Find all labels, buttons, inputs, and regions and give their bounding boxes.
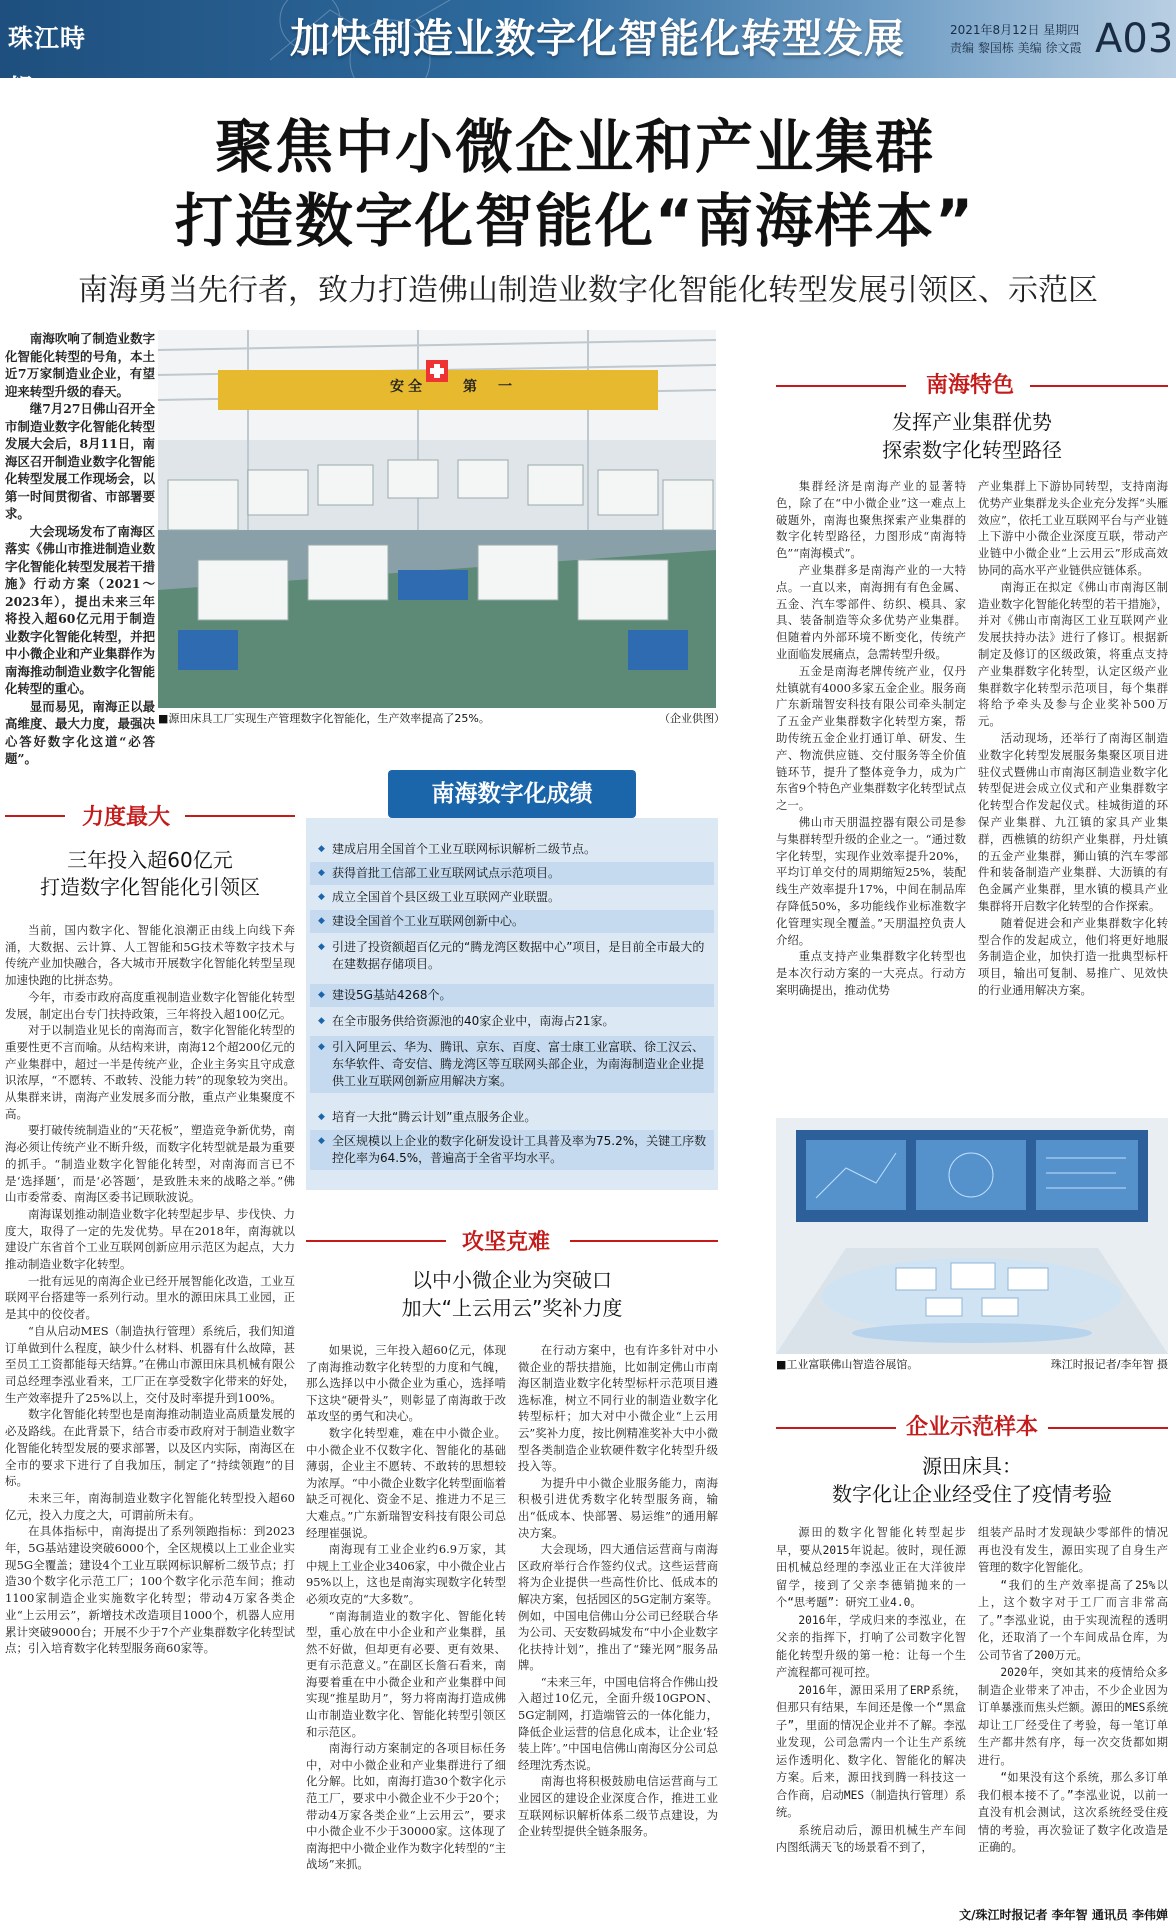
article-paragraph: 重点支持产业集群数字化转型也是本次行动方案的一大亮点。行动方案明确提出，推动优势 xyxy=(776,949,966,997)
section-tag-qiye: 企业示范样本 xyxy=(906,1414,1039,1440)
headline-subtitle: 南海勇当先行者，致力打造佛山制造业数字化智能化转型发展引领区、示范区 xyxy=(78,273,1098,308)
article-paragraph: 南海也将积极鼓励电信运营商与工业园区的建设企业深度合作，推进工业互联网标识解析体系二级节点建设，为企业转型提供全链条服务。 xyxy=(518,1774,718,1839)
lidu-body xyxy=(5,922,295,1657)
newspaper-logo: 珠江時報 xyxy=(8,24,87,103)
lead-paragraph: 南海吹响了制造业数字化智能化转型的号角，本土近7万家制造业企业，有望迎来转型升级的春天。 xyxy=(5,331,155,399)
article-paragraph: “自从启动MES（制造执行管理）系统后，我们知道订单做到什么程度，缺少什么材料、机器有什么故障，甚至员工工资都能每天结算。”在佛山市源田床具机械有限公司总经理李泓业看来，工厂正在享受数字化带来的好处，生产效率提升了25%以上，交付及时率提升到100%。 xyxy=(5,1323,295,1405)
article-paragraph: 在行动方案中，也有许多针对中小微企业的帮扶措施，比如制定佛山市南海区制造业数字化转型标杆示范项目遴选标准，树立不同行业的制造业数字化转型标杆；加大对中小微企业“上云用云”奖补力度，按比例精准奖补大中小微型各类制造企业软硬件数字化转型升级投入等。 xyxy=(518,1343,718,1474)
achievement-item: ◆ 引入阿里云、华为、腾讯、京东、百度、富士康工业富联、徐工汉云、东华软件、奇安信、腾龙湾区等互联网头部企业，为南海制造业企业提供工业互联网创新应用解决方案。 xyxy=(310,1036,714,1093)
lead-paragraphs xyxy=(5,330,155,768)
achievement-item: ◆ 全区规模以上企业的数字化研发设计工具普及率为75.2%，关键工序数控化率为64.5%，普遍高于全省平均水平。 xyxy=(310,1130,714,1170)
section-title: 打造数字化智能化引领区 xyxy=(40,875,260,899)
lead-paragraph: 显而易见，南海正以最高维度、最大力度，最强决心答好数字化这道“必答题”。 xyxy=(5,698,155,766)
gongjian-body-col1 xyxy=(306,1342,506,1873)
article-paragraph: 今年，市委市政府高度重视制造业数字化智能化转型发展，制定出台专门扶持政策，三年将投入超100亿元。 xyxy=(5,989,295,1021)
achievement-item: ◆ 建设全国首个工业互联网创新中心。 xyxy=(310,910,714,933)
qiye-body-col1 xyxy=(776,1524,966,1857)
article-paragraph: 未来三年，南海制造业数字化智能化转型投入超60亿元，投入力度之大，可谓前所未有。 xyxy=(5,1490,295,1522)
section-title: 源田床具： xyxy=(922,1454,1022,1478)
issue-date: 2021年8月12日 星期四 xyxy=(950,23,1080,37)
article-paragraph: “如果没有这个系统，那么多订单我们根本接不了。”李泓业说，以前一直没有机会测试，这次系统经受住疫情的考验，再次验证了数字化改造是正确的。 xyxy=(978,1771,1168,1854)
article-paragraph: 对于以制造业见长的南海而言，数字化智能化转型的重要性更不言而喻。从结构来讲，南海12个超200亿元的产业集群中，超过一半是传统产业，企业主务实且守成意识浓厚，“不愿转、不敢转、没能力转”的现象较为突出。从集群来讲，南海产业发展多而分散，重点产业集聚度不高。 xyxy=(5,1023,295,1121)
headline-line-1: 聚焦中小微企业和产业集群 xyxy=(214,113,935,181)
exhibition-illustration xyxy=(776,1118,1168,1354)
section-rule xyxy=(1030,385,1168,387)
photo-credit: （企业供图） xyxy=(659,712,725,725)
section-rule xyxy=(306,1240,446,1242)
page-banner-title: 加快制造业数字化智能化转型发展 xyxy=(290,16,905,62)
page-number: A03 xyxy=(1095,16,1174,62)
safety-sign-char: 第 xyxy=(463,379,477,395)
article-paragraph: 产业集群上下游协同转型，支持南海优势产业集群龙头企业充分发挥“头雁效应”，依托工业互联网平台与产业链上下游中小微企业深度互联，带动产业链中小微企业“上云用云”形成高效协同的高水平产业链供应链体系。 xyxy=(978,479,1168,577)
article-paragraph: 数字化智能化转型也是南海推动制造业高质量发展的必及路线。在此背景下，结合市委市政府对于制造业数字化智能化转型发展的要求部署，以及区内实际，南海区在全市的要求下进行了自我加压，制定了“持续领跑”的目标。 xyxy=(5,1407,295,1489)
section-rule xyxy=(776,385,906,387)
section-title: 发挥产业集群优势 xyxy=(892,410,1052,434)
article-paragraph: “我们的生产效率提高了25%以上，这个数字对于工厂而言非常高了。”李泓业说，由于实现流程的透明化，还取消了一个车间成品仓库，为公司节省了200万元。 xyxy=(978,1578,1168,1662)
byline: 文/珠江时报记者 李年智 通讯员 李伟婵 xyxy=(959,1908,1168,1922)
article-paragraph: 系统启动后，源田机械生产车间内图纸满天飞的场景看不到了， xyxy=(776,1823,966,1854)
article-paragraph: 组装产品时才发现缺少零部件的情况再也没有发生，源田实现了自身生产管理的数字化智能化。 xyxy=(978,1526,1168,1574)
article-paragraph: “未来三年，中国电信将合作佛山投入超过10亿元，全面升级10GPON、5G定制网，打造端管云的一体化能力，降低企业运营的信息化成本，让企业‘轻装上阵’。”中国电信佛山南海区分公司总经理沈秀杰说。 xyxy=(518,1674,718,1772)
article-paragraph: 南海谋划推动制造业数字化转型起步早、步伐快、力度大，取得了一定的先发优势。早在2018年，南海就以建设广东省首个工业互联网创新应用示范区为起点，大力推动制造业数字化转型。 xyxy=(5,1206,295,1272)
safety-sign-char: 安 xyxy=(390,379,404,395)
section-rule xyxy=(1048,1427,1168,1429)
section-tag-gongjian: 攻坚克难 xyxy=(462,1229,551,1255)
article-paragraph: 南海现有工业企业约6.9万家，其中规上工业企业3406家，中小微企业占95%以上，这也是南海实现数字化转型必须攻克的“大多数”。 xyxy=(306,1542,506,1606)
article-paragraph: 南海正在拟定《佛山市南海区制造业数字化智能化转型的若干措施》，并对《佛山市南海区工业互联网产业发展扶持办法》进行了修订。根据新制定及修订的区级政策，将重点支持产业集群数字化转型，认定区级产业集群数字化转型示范项目，每个集群将给予牵头及参与企业奖补500万元。 xyxy=(978,579,1168,729)
article-paragraph: 五金是南海老牌传统产业，仅丹灶镇就有4000多家五金企业。服务商广东新瑞智安科技有限公司牵头制定了五金产业集群数字化转型方案，帮助传统五金企业打通订单、研发、生产、物流供应链、交付服务等全价值链环节，提升了整体竞争力，成为广东省9个特色产业集群数字化转型试点之一。 xyxy=(776,663,966,813)
achievement-item: ◆ 在全市服务供给资源池的40家企业中，南海占21家。 xyxy=(310,1010,714,1033)
section-rule xyxy=(776,1427,896,1429)
gongjian-body-col2 xyxy=(518,1342,718,1840)
lead-paragraph: 继7月27日佛山召开全市制造业数字化智能化转型发展大会后，8月11日，南海区召开制造业数字化智能化转型发展工作现场会，以第一时间贯彻省、市部署要求。 xyxy=(5,401,155,521)
qiye-body-col2 xyxy=(978,1524,1168,1857)
tese-body-col1 xyxy=(776,478,966,999)
article-paragraph: 集群经济是南海产业的显著特色，除了在“中小微企业”这一难点上破题外，南海也聚焦探索产业集群的数字化转型路径，力图形成“南海特色”“南海模式”。 xyxy=(776,479,966,561)
achievement-item: ◆ 培育一大批“腾云计划”重点服务企业。 xyxy=(310,1106,714,1129)
achievement-item: ◆ 引进了投资额超百亿元的“腾龙湾区数据中心”项目，是目前全市最大的在建数据存储项目。 xyxy=(310,936,714,976)
article-paragraph: 数字化转型难，难在中小微企业。中小微企业不仅数字化、智能化的基础薄弱，企业主不愿转、不敢转的思想较为浓厚。“中小微企业数字化转型面临着缺乏可视化、资金不足、推进力不足三大难点。”广东新瑞智安科技有限公司总经理崔强说。 xyxy=(306,1425,506,1540)
section-tag-lidu: 力度最大 xyxy=(82,804,171,830)
article-paragraph: 2016年，源田采用了ERP系统，但那只有结果，车间还是像一个“黑盒子”，里面的情况企业并不了解。李泓业发现，公司急需内一个让生产系统运作透明化、数字化、智能化的解决方案。后来，源田找到腾一科技这一合作商，启动MES（制造执行管理）系统。 xyxy=(776,1683,966,1819)
achievement-item: ◆ 建设5G基站4268个。 xyxy=(310,984,714,1007)
section-title: 探索数字化转型路径 xyxy=(882,438,1062,462)
achievements-box-title: 南海数字化成绩 xyxy=(388,770,636,818)
section-rule xyxy=(5,815,65,817)
lead-paragraph: 大会现场发布了南海区落实《佛山市推进制造业数字化智能化转型发展若干措施》行动方案（2021～2023年），提出未来三年将投入超60亿元用于制造业数字化智能化转型，并把中小微企业和产业集群作为南海推动制造业数字化智能化转型的重心。 xyxy=(5,523,155,696)
section-title: 三年投入超60亿元 xyxy=(67,848,233,872)
article-paragraph: 产业集群多是南海产业的一大特点。一直以来，南海拥有有色金属、五金、汽车零部件、纺织、模具、家具、装备制造等众多优势产业集群。但随着内外部环境不断变化，传统产业面临发展痛点，急需转型升级。 xyxy=(776,562,966,661)
article-paragraph: 大会现场，四大通信运营商与南海区政府举行合作签约仪式。这些运营商将为企业提供一些高性价比、低成本的解决方案，包括园区的5G定制方案等。例如，中国电信佛山分公司已经联合华为公司、天安数码城发布“中小企业数字化扶持计划”，推出了“臻光网”服务品牌。 xyxy=(518,1542,718,1673)
article-paragraph: 2020年，突如其来的疫情给众多制造企业带来了冲击，不少企业因为订单暴涨而焦头烂额。源田的MES系统却让工厂经受住了考验，每一笔订单生产都井然有序，每一次交货都如期进行。 xyxy=(978,1666,1168,1767)
article-paragraph: 随着促进会和产业集群数字化转型合作的发起成立，他们将更好地服务制造企业，加快打造一批典型标杆项目，输出可复制、易推广、见效快的行业通用解决方案。 xyxy=(978,915,1168,997)
achievement-item: ◆ 建成启用全国首个工业互联网标识解析二级节点。 xyxy=(310,838,714,861)
factory-photo xyxy=(158,330,716,708)
section-rule xyxy=(185,815,295,817)
photo-caption: ■工业富联佛山智造谷展馆。 xyxy=(776,1358,919,1371)
section-rule xyxy=(570,1240,718,1242)
section-title: 以中小微企业为突破口 xyxy=(412,1268,612,1292)
achievement-item: ◆ 获得首批工信部工业互联网试点示范项目。 xyxy=(310,862,714,885)
article-paragraph: 源田的数字化智能化转型起步早，要从2015年说起。彼时，现任源田机械总经理的李泓业正在大洋彼岸留学，接到了父亲李德销抛来的一个“思考题”：研究工业4.0。 xyxy=(776,1526,966,1609)
photo-caption: ■源田床具工厂实现生产管理数字化智能化，生产效率提高了25%。 xyxy=(158,712,490,725)
page-editors: 责编 黎国栋 美编 徐文霞 xyxy=(950,41,1082,55)
article-paragraph: 南海行动方案制定的各项目标任务中，对中小微企业和产业集群进行了细化分解。比如，南海打造30个数字化示范工厂，要求中小微企业不少于20个；带动4万家各类企业“上云用云”，要求中小微企业不少于30000家。这体现了南海把中小微企业作为数字化转型的“主战场”来抓。 xyxy=(306,1741,506,1872)
achievement-item: ◆ 成立全国首个县区级工业互联网产业联盟。 xyxy=(310,886,714,909)
headline-line-2: 打造数字化智能化“南海样本” xyxy=(174,187,976,255)
article-paragraph: 2016年，学成归来的李泓业，在父亲的指挥下，打响了公司数字化智能化转型升级的第一枪：让每一个生产流程都可视可控。 xyxy=(776,1613,966,1679)
article-paragraph: 要打破传统制造业的“天花板”，塑造竞争新优势，南海必须让传统产业不断升级，而数字化转型就是最为重要的抓手。“制造业数字化智能化转型，对南海而言已不是‘选择题’，而是‘必答题’，是致胜未来的战略之举。”佛山市委常委、南海区委书记顾耿波说。 xyxy=(5,1123,295,1205)
section-tag-tese: 南海特色 xyxy=(926,372,1015,398)
article-paragraph: 为提升中小微企业服务能力，南海积极引进优秀数字化转型服务商，输出“低成本、快部署、易运维”的通用解决方案。 xyxy=(518,1475,718,1540)
section-title: 加大“上云用云”奖补力度 xyxy=(401,1296,623,1320)
exhibition-photo xyxy=(776,1118,1168,1354)
tese-body-col2 xyxy=(978,478,1168,999)
safety-sign-char: 一 xyxy=(498,379,512,395)
article-paragraph: 当前，国内数字化、智能化浪潮正由线上向线下奔涌，大数据、云计算、人工智能和5G技术等数字技术与传统产业加快融合，各大城市开展数字化智能化转型呈现加速快跑的比拼态势。 xyxy=(5,923,295,988)
article-paragraph: 活动现场，还举行了南海区制造业数字化转型发展服务集聚区项目进驻仪式暨佛山市南海区制造业数字化转型促进会成立仪式和产业集群数字化转型合作发起仪式。桂城街道的环保产业集群、九江镇的家具产业集群，西樵镇的纺织产业集群，丹灶镇的五金产业集群，狮山镇的汽车零部件和装备制造产业集群、大沥镇的有色金属产业集群，里水镇的模具产业集群将开启数字化转型的合作探索。 xyxy=(978,730,1168,913)
section-title: 数字化让企业经受住了疫情考验 xyxy=(832,1482,1112,1506)
article-paragraph: 如果说，三年投入超60亿元，体现了南海推动数字化转型的力度和气魄，那么选择以中小微企业为重心，选择啃下这块“硬骨头”，则彰显了南海敢于改革攻坚的勇气和决心。 xyxy=(306,1343,506,1424)
photo-credit: 珠江时报记者/李年智 摄 xyxy=(1050,1358,1168,1371)
article-paragraph: “南海制造业的数字化、智能化转型，重心放在中小企业和产业集群，虽然不好做，但却更有必要、更有效果、更有示范意义。”在副区长詹石看来，南海要着重在中小微企业和产业集群中间实现“推星助月”，努力将南海打造成佛山市制造业数字化、智能化转型引领区和示范区。 xyxy=(306,1608,506,1739)
factory-illustration xyxy=(158,330,716,708)
article-paragraph: 在具体指标中，南海提出了系列领跑指标：到2023年，5G基站建设突破6000个，全区规模以上工业企业实现5G全覆盖；建设4个工业互联网标识解析二级节点；打造30个数字化示范工厂；100个数字化示范车间；推动1100家制造企业实施数字化转型；带动4万家各类企业“上云用云”，新增技术改造项目1000个，机器人应用累计突破9000台；开展不少于7个产业集群数字化转型试点；引入培育数字化转型服务商60家等。 xyxy=(5,1524,295,1656)
safety-sign-char: 全 xyxy=(408,379,422,395)
article-paragraph: 佛山市天朋温控器有限公司是参与集群转型升级的企业之一。“通过数字化转型，实现作业效率提升20%，平均订单交付的周期缩短25%，装配线生产效率提升17%，中间在制品库存降低50%，多功能线作业标准数字化管理实现全覆盖。”天朋温控负责人介绍。 xyxy=(776,814,966,947)
article-paragraph: 一批有远见的南海企业已经开展智能化改造，工业互联网平台搭建等一系列行动。里水的源田床具工业园，正是其中的佼佼者。 xyxy=(5,1273,295,1322)
